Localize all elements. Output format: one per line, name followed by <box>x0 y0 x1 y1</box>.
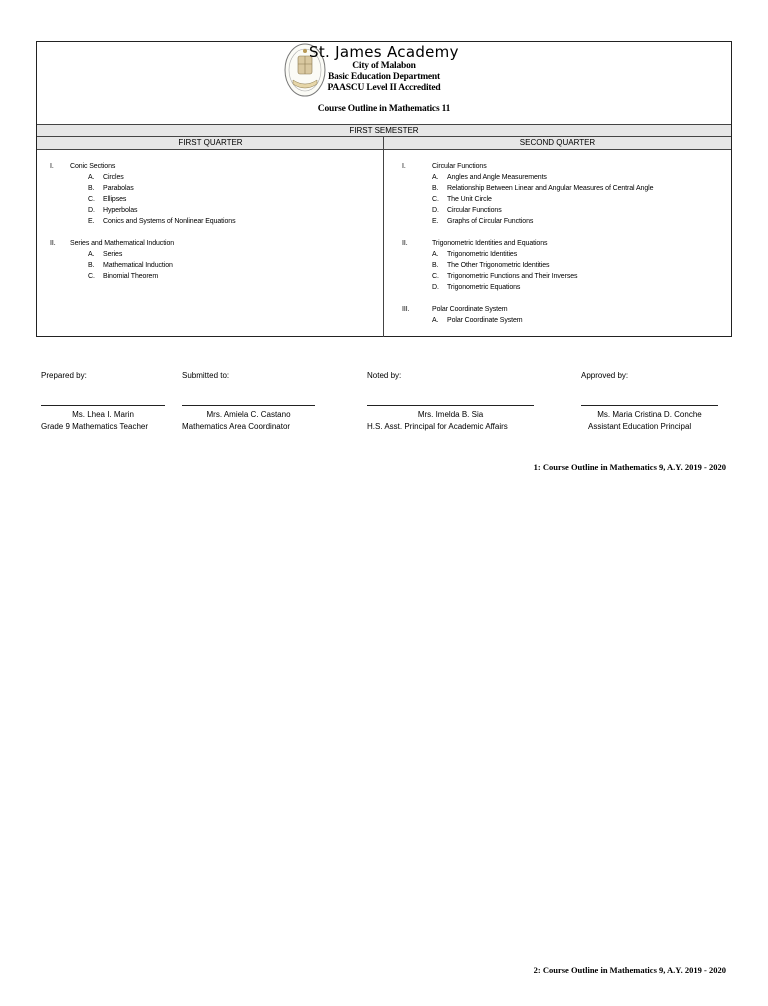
subtopic-text: Circular Functions <box>447 207 502 214</box>
subtopic-letter: D. <box>88 207 95 214</box>
subtopic-text: The Other Trigonometric Identities <box>447 262 550 269</box>
subtopic-letter: A. <box>432 174 439 181</box>
subtopic-text: Trigonometric Identities <box>447 251 518 258</box>
school-name: St. James Academy <box>309 43 459 61</box>
signatory-role: Approved by: <box>581 371 629 380</box>
subtopic-text: Ellipses <box>103 196 127 203</box>
signatory-name: Mrs. Imelda B. Sia <box>417 410 484 419</box>
topic-item <box>50 238 370 249</box>
course-title: Course Outline in Mathematics 11 <box>317 104 451 114</box>
subtopic-item <box>402 315 722 326</box>
subtopic-letter: C. <box>432 273 439 280</box>
signatory-name: Ms. Lhea I. Marin <box>72 410 134 419</box>
subtopic-item <box>50 260 370 271</box>
signatory-role: Prepared by: <box>41 371 87 380</box>
subtopic-item <box>50 194 370 205</box>
subtopic-letter: A. <box>432 251 439 258</box>
subtopic-letter: A. <box>432 317 439 324</box>
course-outline-table <box>36 41 732 337</box>
signatory-noted <box>367 370 534 433</box>
subtopic-text: Mathematical Induction <box>103 262 173 269</box>
subtopic-text: The Unit Circle <box>447 196 492 203</box>
subtopic-text: Polar Coordinate System <box>447 317 523 324</box>
topic-number: III. <box>402 306 410 313</box>
topic-item <box>50 161 370 172</box>
topic-number: II. <box>50 240 56 247</box>
first-quarter-column <box>50 161 370 282</box>
subtopic-text: Series <box>103 251 123 258</box>
column-divider <box>383 136 384 337</box>
subtopic-text: Angles and Angle Measurements <box>447 174 547 181</box>
signatory-role: Noted by: <box>367 371 402 380</box>
signatory-name: Ms. Maria Cristina D. Conche <box>597 410 702 419</box>
subtopic-letter: A. <box>88 174 95 181</box>
topic-number: I. <box>50 163 54 170</box>
subtopic-item <box>402 216 722 227</box>
page-footer-1: 1: Course Outline in Mathematics 9, A.Y. 2019 - 2020 <box>533 462 726 472</box>
topic-number: I. <box>402 163 406 170</box>
subtopic-item <box>50 172 370 183</box>
subtopic-letter: B. <box>432 185 439 192</box>
subtopic-text: Conics and Systems of Nonlinear Equations <box>103 218 236 225</box>
subtopic-item <box>50 183 370 194</box>
quarters-header <box>37 136 731 150</box>
subtopic-item <box>402 249 722 260</box>
signatory-position: Mathematics Area Coordinator <box>182 422 291 431</box>
subtopic-item <box>402 271 722 282</box>
subtopic-item <box>402 172 722 183</box>
city-line: City of Malabon <box>352 61 416 71</box>
page-footer-2: 2: Course Outline in Mathematics 9, A.Y. 2019 - 2020 <box>533 965 726 975</box>
signatory-approved <box>581 370 718 433</box>
subtopic-text: Binomial Theorem <box>103 273 159 280</box>
signature-line <box>367 405 534 406</box>
subtopic-item <box>50 271 370 282</box>
subtopic-text: Trigonometric Equations <box>447 284 521 291</box>
subtopic-letter: C. <box>432 196 439 203</box>
subtopic-item <box>402 205 722 216</box>
subtopic-letter: C. <box>88 273 95 280</box>
subtopic-item <box>50 205 370 216</box>
signatory-name: Mrs. Amiela C. Castano <box>206 410 291 419</box>
topic-item <box>402 304 722 315</box>
signature-line <box>581 405 718 406</box>
subtopic-item <box>50 216 370 227</box>
signatory-position: Assistant Education Principal <box>588 422 692 431</box>
semester-header: FIRST SEMESTER <box>37 124 731 136</box>
second-quarter-column <box>402 161 722 326</box>
subtopic-letter: D. <box>432 207 439 214</box>
subtopic-letter: A. <box>88 251 95 258</box>
signatory-prepared <box>41 370 165 433</box>
second-quarter-header: SECOND QUARTER <box>519 138 596 147</box>
subtopic-text: Hyperbolas <box>103 207 138 214</box>
subtopic-text: Parabolas <box>103 185 134 192</box>
subtopic-item <box>402 183 722 194</box>
subtopic-letter: E. <box>88 218 95 225</box>
signature-line <box>41 405 165 406</box>
subtopic-item <box>402 194 722 205</box>
signatory-position: H.S. Asst. Principal for Academic Affairs <box>367 422 508 431</box>
subtopic-letter: E. <box>432 218 439 225</box>
subtopic-letter: C. <box>88 196 95 203</box>
subtopic-item <box>402 260 722 271</box>
topic-item <box>402 161 722 172</box>
topic-title: Polar Coordinate System <box>432 306 508 313</box>
topic-title: Series and Mathematical Induction <box>70 240 175 247</box>
subtopic-item <box>50 249 370 260</box>
signatory-role: Submitted to: <box>182 371 230 380</box>
signatory-position: Grade 9 Mathematics Teacher <box>41 422 149 431</box>
subtopic-text: Circles <box>103 174 124 181</box>
topic-title: Conic Sections <box>70 163 116 170</box>
subtopic-text: Graphs of Circular Functions <box>447 218 534 225</box>
subtopic-letter: D. <box>432 284 439 291</box>
department-line: Basic Education Department <box>328 72 440 82</box>
subtopic-text: Trigonometric Functions and Their Inverses <box>447 273 578 280</box>
signature-line <box>182 405 315 406</box>
subtopic-letter: B. <box>432 262 439 269</box>
topic-item <box>402 238 722 249</box>
topic-title: Trigonometric Identities and Equations <box>432 240 548 247</box>
subtopic-item <box>402 282 722 293</box>
subtopic-letter: B. <box>88 185 95 192</box>
signatory-submitted <box>182 370 315 433</box>
accreditation-line: PAASCU Level II Accredited <box>327 83 441 93</box>
topic-title: Circular Functions <box>432 163 487 170</box>
topic-number: II. <box>402 240 408 247</box>
first-quarter-header: FIRST QUARTER <box>178 138 243 147</box>
subtopic-text: Relationship Between Linear and Angular Measures of Central Angle <box>447 185 654 192</box>
subtopic-letter: B. <box>88 262 95 269</box>
